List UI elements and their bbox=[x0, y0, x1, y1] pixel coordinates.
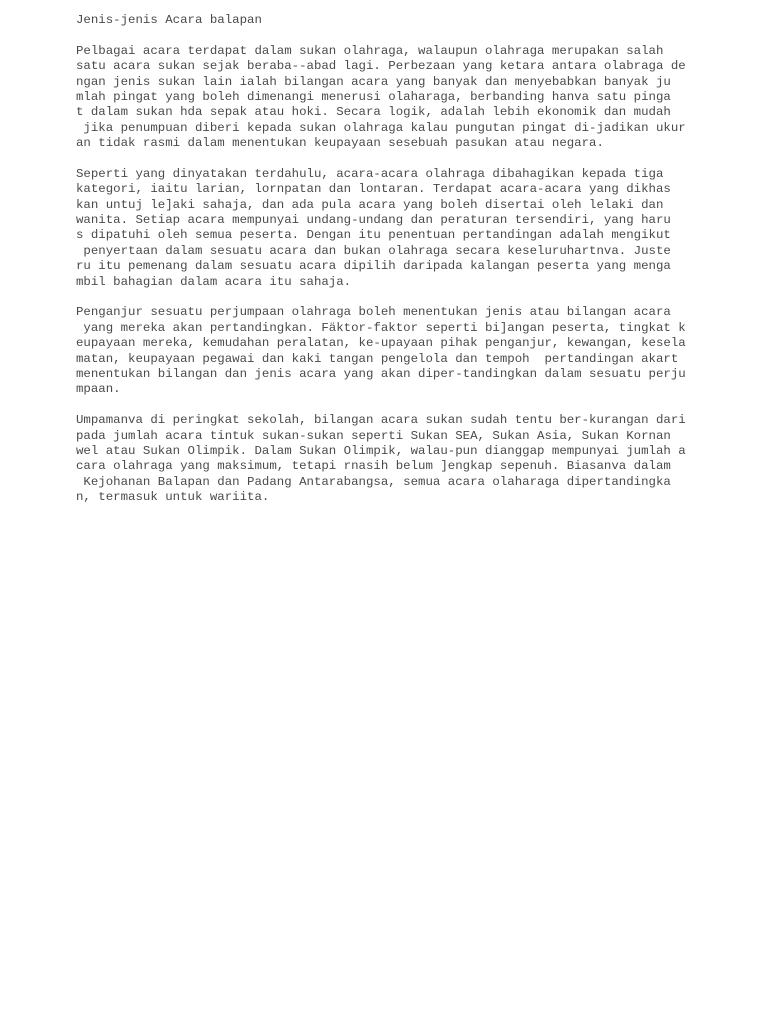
paragraph-line: pada jumlah acara tintuk sukan-sukan seperti Sukan SEA, Sukan Asia, Sukan Kornan bbox=[76, 428, 671, 443]
paragraph-line: eupayaan mereka, kemudahan peralatan, ke-upayaan pihak penganjur, kewangan, kesela bbox=[76, 336, 686, 351]
paragraph-line: ru itu pemenang dalam sesuatu acara dipilih daripada kalangan peserta yang menga bbox=[76, 259, 671, 274]
paragraph-line: Seperti yang dinyatakan terdahulu, acara-acara olahraga dibahagikan kepada tiga bbox=[76, 166, 664, 181]
paragraph-spacer bbox=[76, 28, 756, 43]
paragraph-line: s dipatuhi oleh semua peserta. Dengan itu penentuan pertandingan adalah mengikut bbox=[76, 228, 671, 243]
paragraph-spacer bbox=[76, 152, 756, 167]
paragraph-line: Pelbagai acara terdapat dalam sukan olahraga, walaupun olahraga merupakan salah bbox=[76, 43, 664, 58]
paragraph bbox=[76, 167, 756, 290]
paragraph-line: cara olahraga yang maksimum, tetapi rnasih belum ]engkap sepenuh. Biasanva dalam bbox=[76, 459, 671, 474]
paragraph bbox=[76, 44, 756, 152]
paragraph-line: jika penumpuan diberi kepada sukan olahraga kalau pungutan pingat di-jadikan ukur bbox=[76, 120, 686, 135]
paragraph-line: matan, keupayaan pegawai dan kaki tangan pengelola dan tempoh pertandingan akart bbox=[76, 351, 679, 366]
paragraph-line: kan untuj le]aki sahaja, dan ada pula acara yang boleh disertai oleh lelaki dan bbox=[76, 197, 664, 212]
paragraph-line: kategori, iaitu larian, lornpatan dan lontaran. Terdapat acara-acara yang dikhas bbox=[76, 182, 671, 197]
paragraph-line: Penganjur sesuatu perjumpaan olahraga boleh menentukan jenis atau bilangan acara bbox=[76, 305, 671, 320]
paragraph bbox=[76, 413, 756, 505]
paragraph-line: t dalam sukan hda sepak atau hoki. Secara logik, adalah lebih ekonomik dan mudah bbox=[76, 105, 671, 120]
paragraph-line: wanita. Setiap acara mempunyai undang-undang dan peraturan tersendiri, yang haru bbox=[76, 213, 671, 228]
paragraph-line: satu acara sukan sejak beraba--abad lagi. Perbezaan yang ketara antara olabraga de bbox=[76, 59, 686, 74]
paragraph-line: an tidak rasmi dalam menentukan keupayaan sesebuah pasukan atau negara. bbox=[76, 136, 604, 151]
paragraph-line: menentukan bilangan dan jenis acara yang akan diper-tandingkan dalam sesuatu perju bbox=[76, 366, 686, 381]
paragraph-spacer bbox=[76, 290, 756, 305]
paragraphs-container bbox=[76, 44, 756, 506]
paragraph-line: mbil bahagian dalam acara itu sahaja. bbox=[76, 274, 352, 289]
paragraph-line: mlah pingat yang boleh dimenangi menerusi olaharaga, berbanding hanva satu pinga bbox=[76, 89, 671, 104]
paragraph-line: mpaan. bbox=[76, 382, 121, 397]
paragraph-line: penyertaan dalam sesuatu acara dan bukan olahraga secara keseluruhartnva. Juste bbox=[76, 243, 671, 258]
document-title: Jenis-jenis Acara balapan bbox=[76, 13, 262, 27]
paragraph-spacer bbox=[76, 398, 756, 413]
paragraph-line: ngan jenis sukan lain ialah bilangan acara yang banyak dan menyebabkan banyak ju bbox=[76, 74, 671, 89]
document-body bbox=[76, 13, 756, 506]
paragraph-line: yang mereka akan pertandingkan. Fäktor-faktor seperti bi]angan peserta, tingkat k bbox=[76, 320, 686, 335]
paragraph-line: Umpamanva di peringkat sekolah, bilangan acara sukan sudah tentu ber-kurangan dari bbox=[76, 413, 686, 428]
paragraph bbox=[76, 305, 756, 397]
paragraph-line: n, termasuk untuk wariita. bbox=[76, 490, 270, 505]
paragraph-line: wel atau Sukan Olimpik. Dalam Sukan Olimpik, walau-pun dianggap mempunyai jumlah a bbox=[76, 443, 686, 458]
paragraph-line: Kejohanan Balapan dan Padang Antarabangsa, semua acara olaharaga dipertandingka bbox=[76, 474, 671, 489]
